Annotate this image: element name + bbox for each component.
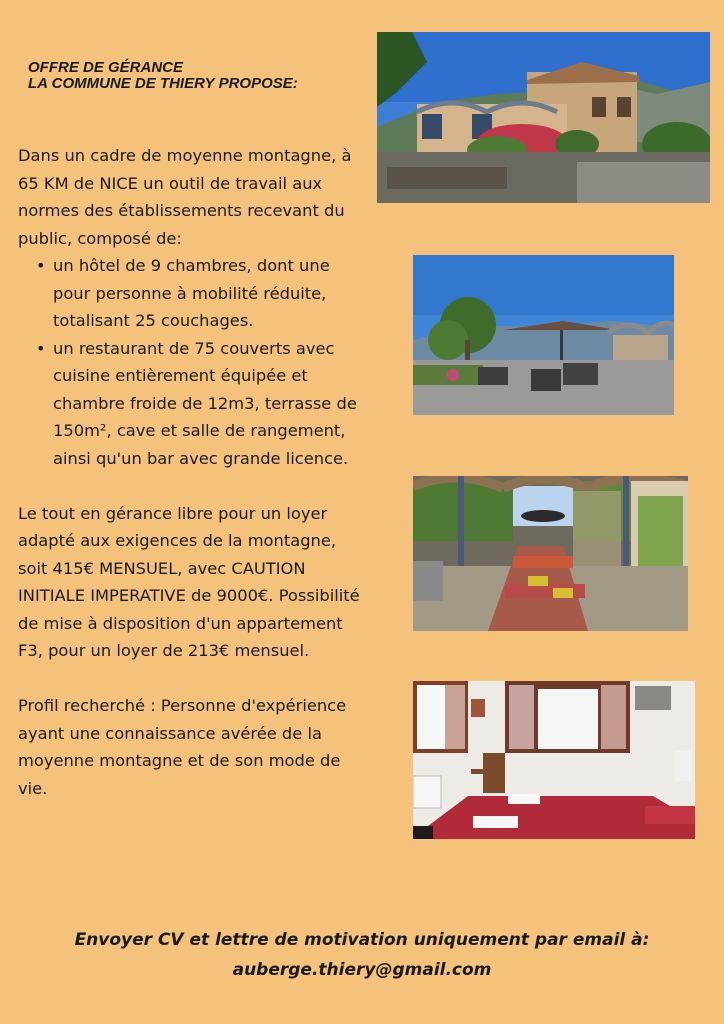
offer-description xyxy=(18,142,370,802)
heading-line-commune: LA COMMUNE DE THIERY PROPOSE: xyxy=(28,75,298,92)
list-item-hotel xyxy=(36,252,370,335)
contact-email[interactable]: auberge.thiery@gmail.com xyxy=(232,960,492,980)
covered-dining-terrace-photo xyxy=(413,476,688,631)
bullet-icon: • xyxy=(36,338,46,358)
list-item-text: un restaurant de 75 couverts avec cuisine entièrement équipée et chambre froide de 12m3, terrasse de 150m², cave et salle de rangement, ainsi qu'un bar avec grande licence. xyxy=(53,338,357,468)
terms-paragraph: Le tout en gérance libre pour un loyer adapté aux exigences de la montagne, soit 415€ MENSUEL, avec CAUTION INITIALE IMPERATIVE de 9000€. Possibilité de mise à disposition d'un appartement F3, pour un loyer de 213€ mensuel. xyxy=(18,503,360,660)
hotel-room-photo xyxy=(413,681,695,839)
intro-paragraph: Dans un cadre de moyenne montagne, à 65 KM de NICE un outil de travail aux normes des établissements recevant du public, composé de: xyxy=(18,146,352,248)
terrace-photo xyxy=(413,255,674,415)
profile-paragraph: Profil recherché : Personne d'expérience ayant une connaissance avérée de la moyenne montagne et de son mode de vie. xyxy=(18,696,347,798)
heading-line-offer: OFFRE DE GÉRANCE xyxy=(28,59,184,76)
contact-instructions: Envoyer CV et lettre de motivation uniquement par email à: xyxy=(74,930,650,950)
amenities-list xyxy=(18,252,370,472)
offer-heading xyxy=(28,60,358,92)
bullet-icon: • xyxy=(36,256,46,275)
contact-footer xyxy=(0,925,724,985)
list-item-restaurant xyxy=(36,335,370,473)
list-item-text: un hôtel de 9 chambres, dont une pour personne à mobilité réduite, totalisant 25 couchages. xyxy=(53,256,330,330)
hotel-exterior-photo xyxy=(377,32,710,203)
